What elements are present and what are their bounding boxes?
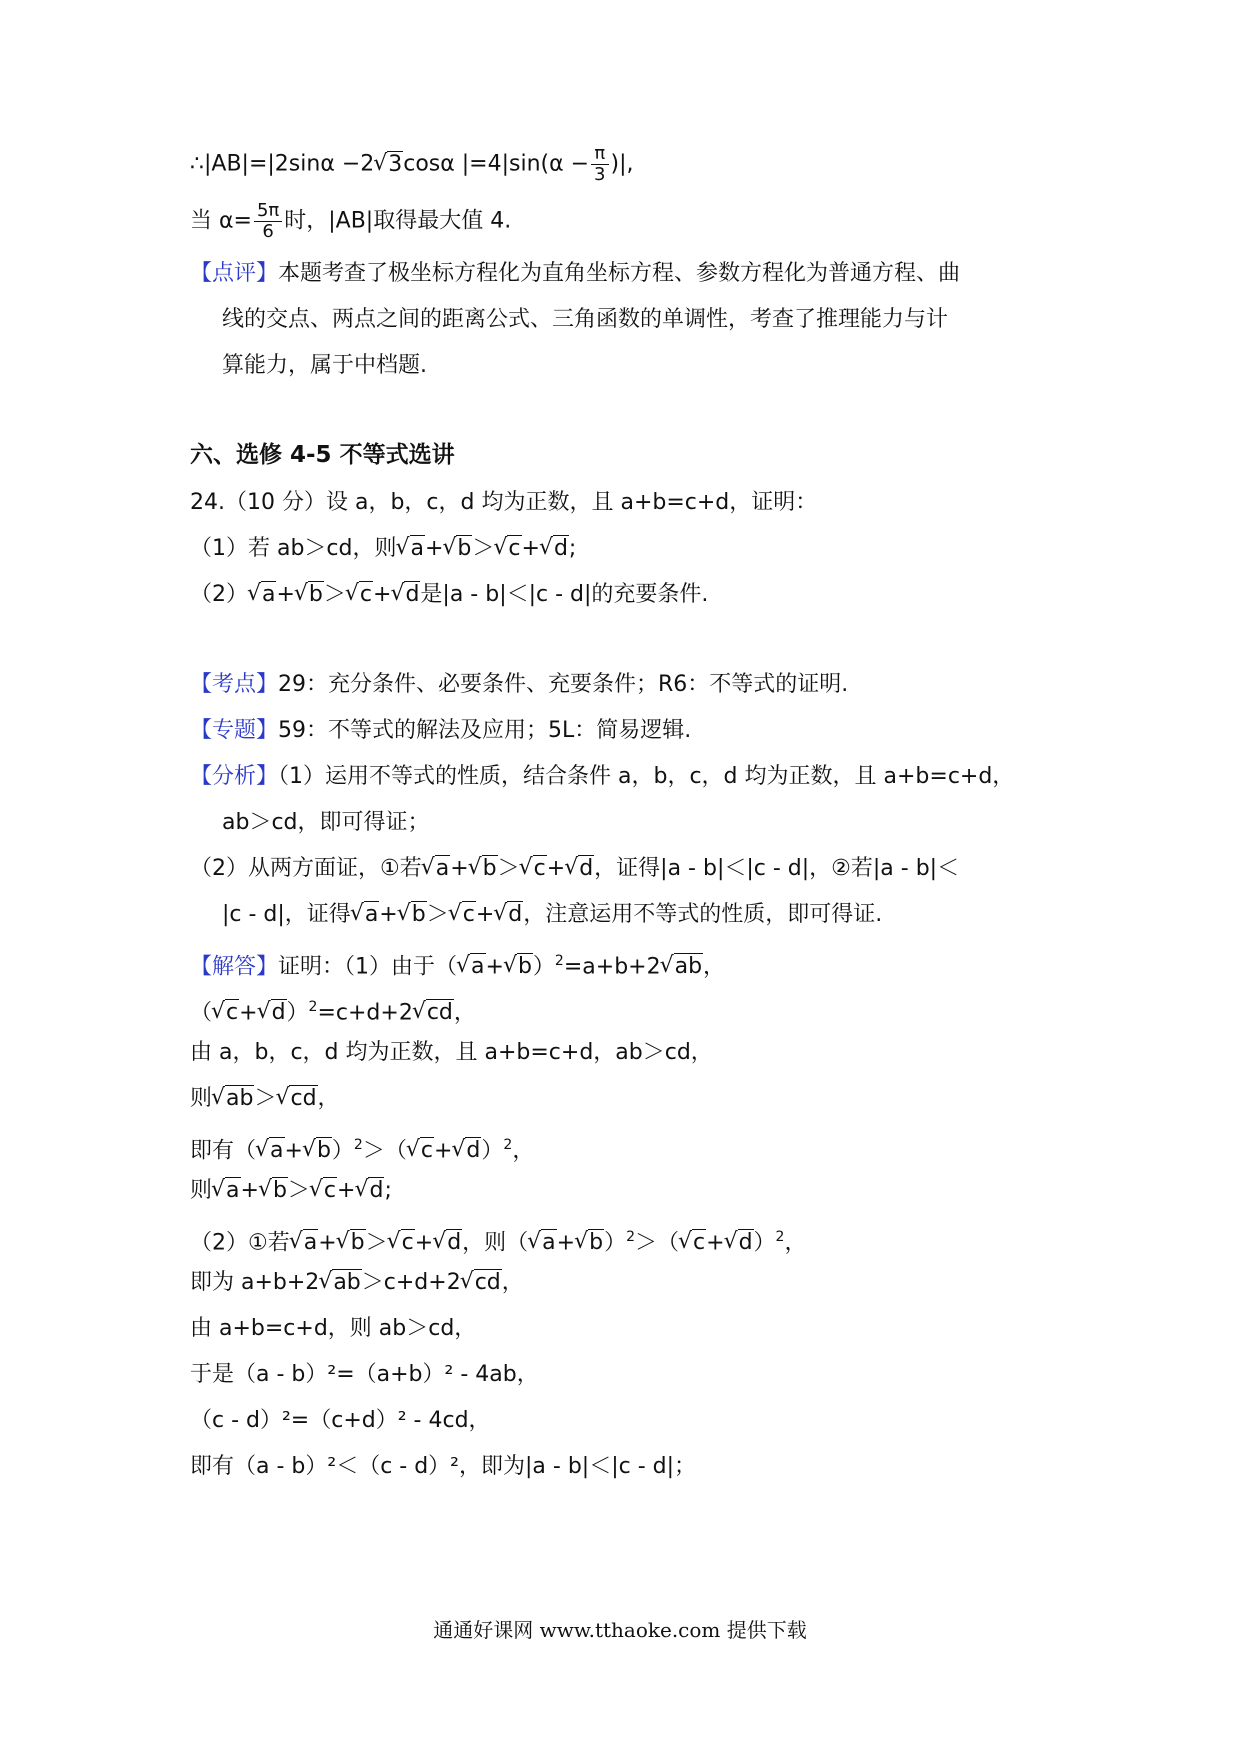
solution-line-11: （c - d）²=（c+d）² - 4cd， [190,1408,491,1433]
ab-expression: ∴|AB|=|2sinα −2√ 3cosα |=4|sin(α − $\frac{\pi}{3}$ )|, [190,144,634,185]
analysis-line-4: |c - d|，证得√ a+√ b＞√ c+√ d，注意运用不等式的性质，即可得证. [222,898,882,932]
solution-line-12: 即有（a - b）²＜（c - d）²，即为|a - b|＜|c - d|； [190,1454,697,1479]
solution-line-4: 则√ ab＞√ cd， [190,1082,340,1116]
comment-line-2: 线的交点、两点之间的距离公式、三角函数的单调性，考查了推理能力与计 [222,307,949,332]
solution-line-3: 由 a，b，c，d 均为正数，且 a+b=c+d，ab＞cd， [190,1040,713,1065]
analysis-line-2: ab＞cd，即可得证； [222,810,430,835]
solution-line-10: 于是（a - b）²=（a+b）² - 4ab， [190,1362,539,1387]
question-stem: 24.（10 分）设 a，b，c，d 均为正数，且 a+b=c+d，证明： [190,490,818,515]
sqrt-3: √ 3 [375,148,403,182]
solution-line-5: 即有（√ a+√ b）$^2$＞（√ c+√ d）$^2$， [190,1128,534,1168]
analysis-tag: 【分析】 [190,764,279,789]
solution-line-6: 则√ a+√ b＞√ c+√ d; [190,1174,392,1208]
analysis-line-1: 【分析】（1）运用不等式的性质，结合条件 a，b，c，d 均为正数，且 a+b=c+d， [190,764,1015,789]
solution-line-8: 即为 a+b+2√ ab＞c+d+2√ cd， [190,1266,524,1300]
kaodian-line: 【考点】29：充分条件、必要条件、充要条件；R6：不等式的证明. [190,672,849,697]
zhuanti-line: 【专题】59：不等式的解法及应用；5L：简易逻辑. [190,718,692,743]
question-part-2: （2）√ a+√ b＞√ c+√ d是|a - b|＜|c - d|的充要条件. [190,578,708,612]
comment-tag: 【点评】 [190,261,279,286]
fraction-5pi-6: $\frac{5\pi}{6}$ [254,201,282,242]
analysis-line-3: （2）从两方面证，①若√ a+√ b＞√ c+√ d，证得|a - b|＜|c - d|，②若|a - b|＜ [190,852,959,886]
page-footer: 通通好课网 www.tthaoke.com 提供下载 [433,1618,807,1642]
max-value-line: 当 α= $\frac{5\pi}{6}$ 时，|AB|取得最大值 4. [190,200,512,242]
comment-line-1: 【点评】本题考查了极坐标方程化为直角坐标方程、参数方程化为普通方程、曲 [190,261,961,286]
zhuanti-tag: 【专题】 [190,718,279,743]
section-title: 六、选修 4-5 不等式选讲 [190,442,455,468]
kaodian-tag: 【考点】 [190,672,279,697]
fraction-pi-3: $\frac{\pi}{3}$ [591,144,608,185]
solution-tag: 【解答】 [190,954,279,980]
solution-line-2: （√ c+√ d）$^2$=c+d+2√ cd， [190,990,476,1030]
comment-line-3: 算能力，属于中档题. [222,353,427,378]
solution-line-1: 【解答】证明：（1）由于（√ a+√ b）$^2$=a+b+2√ ab， [190,944,725,984]
solution-line-7: （2）①若√ a+√ b＞√ c+√ d，则（√ a+√ b）$^2$＞（√ c+√ d）$^2$， [190,1220,806,1260]
question-part-1: （1）若 ab＞cd，则√ a+√ b＞√ c+√ d; [190,532,576,566]
solution-line-9: 由 a+b=c+d，则 ab＞cd， [190,1316,477,1341]
